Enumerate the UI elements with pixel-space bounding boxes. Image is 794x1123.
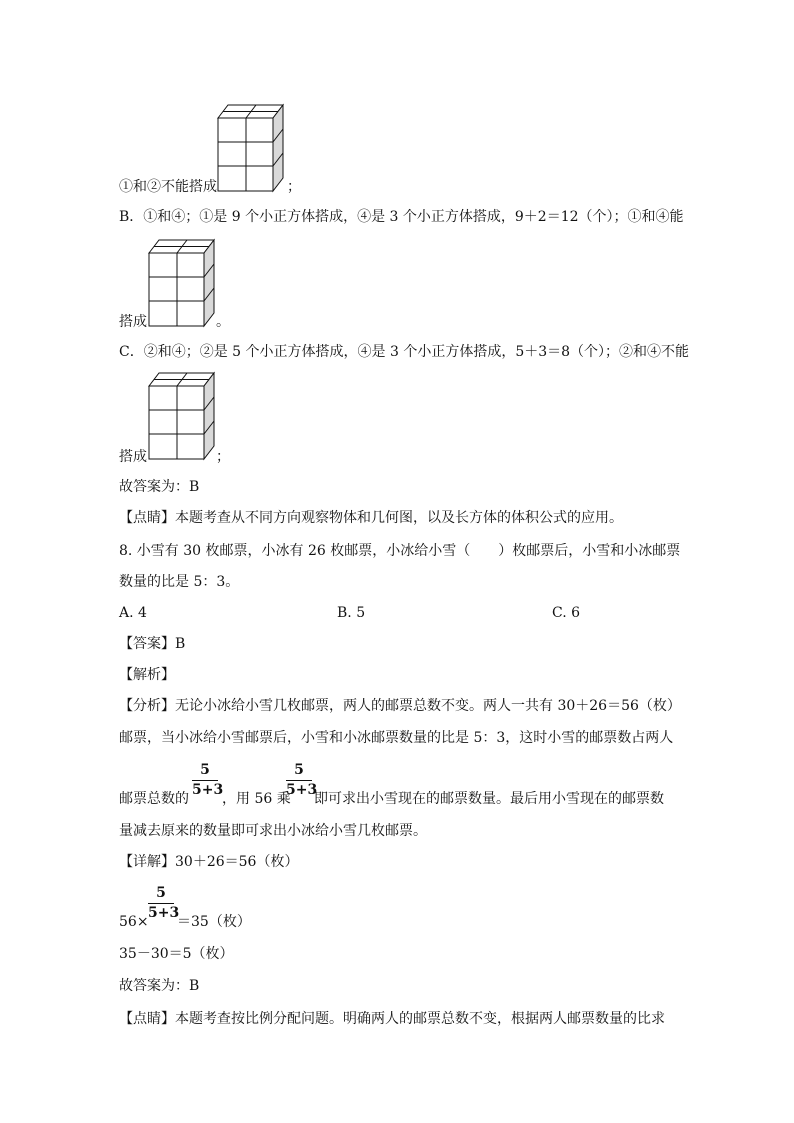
fraction-2: [286, 762, 318, 798]
question-8-line-2: [119, 573, 239, 591]
text-line-1: [119, 178, 217, 196]
line-5-end-text: ；: [216, 449, 230, 465]
fraction-2-denominator: 5+3: [286, 782, 318, 798]
line-1-text: ①和②不能搭成: [119, 179, 217, 195]
line-13-text: 邮票，当小冰给小雪邮票后，小雪和小冰邮票数量的比是 5：3，这时小雪的邮票数占两人: [119, 730, 674, 746]
option-a-text: A. 4: [119, 605, 147, 621]
analysis-line-3b: [222, 790, 291, 808]
text-line-3-end: [216, 313, 230, 331]
fraction-3-denominator: 5+3: [148, 905, 180, 921]
fraction-1-numerator: 5: [200, 762, 210, 778]
line-10-text: 【答案】B: [119, 636, 186, 652]
option-c-text: C. 6: [552, 605, 581, 621]
answer-heading: [119, 635, 185, 653]
line-8-text: 8. 小雪有 30 枚邮票，小冰有 26 枚邮票，小冰给小雪（ ）枚邮票后，小雪和小冰邮票: [119, 543, 681, 559]
option-b: [337, 605, 365, 621]
text-line-3: [119, 313, 147, 331]
detail-line-2b: [177, 913, 251, 931]
option-b-explanation: [119, 208, 684, 226]
analysis-line-1: [119, 697, 681, 715]
detail-line-1: [119, 853, 298, 871]
fraction-2-numerator: 5: [294, 762, 304, 778]
text-line-5: [119, 448, 147, 466]
comment-line-1: [119, 509, 623, 527]
line-17b-text: ＝35（枚）: [177, 914, 251, 930]
line-9-text: 数量的比是 5：3。: [119, 574, 240, 590]
option-c: [552, 605, 580, 621]
line-3-text: 搭成: [119, 314, 147, 330]
line-19-text: 故答案为：B: [119, 978, 200, 994]
line-17a-text: 56×: [119, 914, 149, 930]
cube-figure-1: [215, 102, 285, 194]
fraction-1-bar: [192, 780, 218, 781]
line-18-text: 35－30＝5（枚）: [119, 946, 234, 962]
line-14b-text: ，用 56 乘: [222, 791, 291, 807]
fraction-1: [192, 762, 224, 798]
detail-line-2a: [119, 913, 149, 931]
line-12-text: 【分析】无论小冰给小雪几枚邮票，两人的邮票总数不变。两人一共有 30＋26＝56（枚）: [119, 698, 681, 714]
fraction-1-denominator: 5+3: [192, 782, 224, 798]
line-7-text: 【点睛】本题考查从不同方向观察物体和几何图，以及长方体的体积公式的应用。: [119, 510, 623, 526]
text-line-1-end: [287, 178, 301, 196]
fraction-3-numerator: 5: [156, 885, 166, 901]
line-2-text: B．①和④；①是 9 个小正方体搭成，④是 3 个小正方体搭成，9＋2＝12（个）；①和④能: [119, 209, 684, 225]
line-3-end-text: 。: [216, 314, 230, 330]
line-14a-text: 邮票总数的: [119, 791, 189, 807]
answer-line-1: [119, 478, 199, 496]
option-c-explanation: [119, 343, 689, 361]
text-line-5-end: [216, 448, 230, 466]
analysis-heading: [119, 666, 175, 684]
cube-figure-2: [146, 237, 216, 329]
line-14c-text: 即可求出小雪现在的邮票数量。最后用小雪现在的邮票数: [314, 791, 664, 807]
analysis-line-3a: [119, 790, 189, 808]
analysis-line-4: [119, 822, 427, 840]
line-20-text: 【点睛】本题考查按比例分配问题。明确两人的邮票总数不变，根据两人邮票数量的比求: [119, 1011, 665, 1027]
option-a: [119, 605, 147, 621]
option-b-text: B. 5: [337, 605, 366, 621]
fraction-3: [148, 885, 180, 921]
line-1-end-text: ；: [287, 179, 301, 195]
answer-line-2: [119, 977, 199, 995]
analysis-line-3c: [314, 790, 664, 808]
line-16-text: 【详解】30＋26＝56（枚）: [119, 854, 299, 870]
fraction-3-bar: [148, 903, 174, 904]
line-4-text: C．②和④；②是 5 个小正方体搭成，④是 3 个小正方体搭成，5＋3＝8（个）；②和④不能: [119, 344, 690, 360]
line-15-text: 量减去原来的数量即可求出小冰给小雪几枚邮票。: [119, 823, 427, 839]
line-6-text: 故答案为：B: [119, 479, 200, 495]
detail-line-3: [119, 945, 234, 963]
line-11-text: 【解析】: [119, 667, 175, 683]
cube-figure-3: [146, 370, 216, 462]
comment-line-2: [119, 1010, 665, 1028]
question-8-line-1: [119, 542, 680, 560]
fraction-2-bar: [286, 780, 312, 781]
analysis-line-2: [119, 729, 673, 747]
line-5-text: 搭成: [119, 449, 147, 465]
